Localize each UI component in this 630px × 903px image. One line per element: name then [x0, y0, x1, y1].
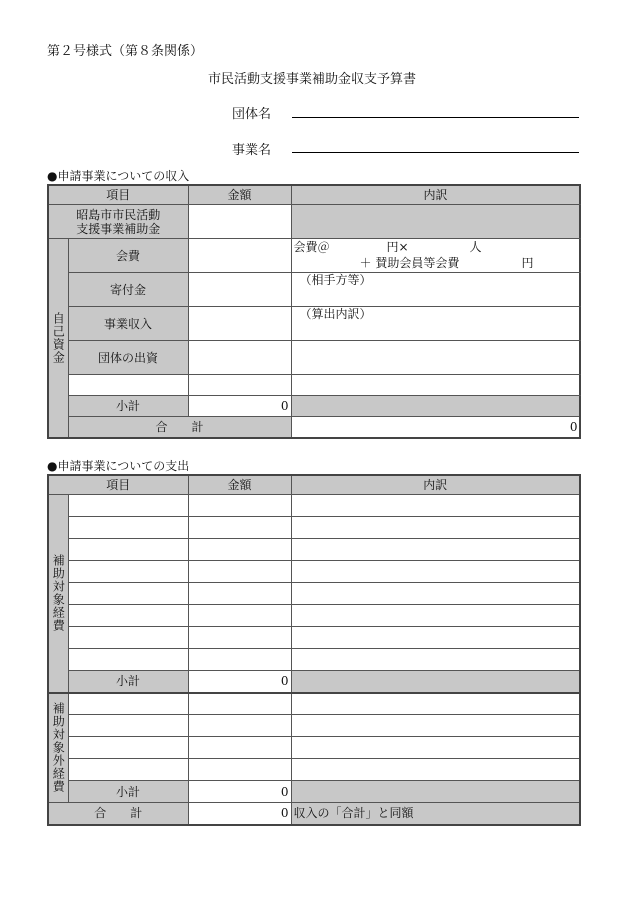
ineligible-subtotal-detail	[291, 781, 580, 803]
eligible-amount[interactable]	[188, 627, 291, 649]
income-subtotal-value: 0	[188, 396, 291, 417]
eligible-item[interactable]	[68, 583, 188, 605]
income-col-detail: 内訳	[291, 185, 580, 205]
contribution-amount[interactable]	[188, 341, 291, 375]
eligible-subtotal-detail	[291, 671, 580, 693]
eligible-detail[interactable]	[291, 495, 580, 517]
business-income-detail[interactable]: （算出内訳）	[291, 307, 580, 341]
ineligible-subtotal-label: 小計	[68, 781, 188, 803]
self-funds-label: 自己資金	[48, 239, 68, 438]
business-income-label: 事業収入	[68, 307, 188, 341]
eligible-subtotal-value: 0	[188, 671, 291, 693]
eligible-item[interactable]	[68, 605, 188, 627]
eligible-amount[interactable]	[188, 649, 291, 671]
income-total-value: 0	[291, 417, 580, 438]
eligible-amount[interactable]	[188, 495, 291, 517]
income-col-amount: 金額	[188, 185, 291, 205]
ineligible-item[interactable]	[68, 693, 188, 715]
fee-amount[interactable]	[188, 239, 291, 273]
subsidy-detail	[291, 205, 580, 239]
eligible-detail[interactable]	[291, 627, 580, 649]
org-name-label: 団体名	[232, 107, 272, 122]
income-subtotal-detail	[291, 396, 580, 417]
eligible-detail[interactable]	[291, 649, 580, 671]
eligible-amount[interactable]	[188, 539, 291, 561]
income-extra-detail[interactable]	[291, 375, 580, 396]
income-col-item: 項目	[48, 185, 188, 205]
eligible-item[interactable]	[68, 649, 188, 671]
project-name-label: 事業名	[232, 143, 272, 158]
page-title: 市民活動支援事業補助金収支予算書	[208, 72, 417, 87]
eligible-amount[interactable]	[188, 561, 291, 583]
eligible-item[interactable]	[68, 561, 188, 583]
donation-amount[interactable]	[188, 273, 291, 307]
donation-detail[interactable]: （相手方等）	[291, 273, 580, 307]
business-income-amount[interactable]	[188, 307, 291, 341]
ineligible-amount[interactable]	[188, 715, 291, 737]
org-name-field[interactable]	[292, 117, 579, 118]
donation-label: 寄付金	[68, 273, 188, 307]
ineligible-detail[interactable]	[291, 737, 580, 759]
expense-heading: ●申請事業についての支出	[47, 459, 190, 473]
contribution-detail[interactable]	[291, 341, 580, 375]
eligible-detail[interactable]	[291, 583, 580, 605]
income-heading: ●申請事業についての収入	[47, 169, 190, 183]
ineligible-amount[interactable]	[188, 759, 291, 781]
eligible-detail[interactable]	[291, 539, 580, 561]
ineligible-item[interactable]	[68, 737, 188, 759]
ineligible-detail[interactable]	[291, 715, 580, 737]
fee-label: 会費	[68, 239, 188, 273]
eligible-item[interactable]	[68, 627, 188, 649]
subsidy-label: 昭島市市民活動 支援事業補助金	[48, 205, 188, 239]
income-subtotal-label: 小計	[68, 396, 188, 417]
ineligible-amount[interactable]	[188, 737, 291, 759]
expense-col-amount: 金額	[188, 475, 291, 495]
income-extra-amount[interactable]	[188, 375, 291, 396]
fee-detail[interactable]: 会費＠ 円× 人 ＋ 賛助会員等会費 円	[291, 239, 580, 273]
expense-total-label: 合 計	[48, 803, 188, 825]
ineligible-item[interactable]	[68, 759, 188, 781]
ineligible-expenses-label: 補助対象外経費	[48, 693, 68, 803]
contribution-label: 団体の出資	[68, 341, 188, 375]
eligible-detail[interactable]	[291, 517, 580, 539]
form-number: 第２号様式（第８条関係）	[47, 44, 204, 59]
expense-total-note: 収入の「合計」と同額	[291, 803, 580, 825]
ineligible-amount[interactable]	[188, 693, 291, 715]
income-total-label: 合 計	[68, 417, 291, 438]
expense-col-item: 項目	[48, 475, 188, 495]
ineligible-detail[interactable]	[291, 759, 580, 781]
subsidy-amount[interactable]	[188, 205, 291, 239]
eligible-item[interactable]	[68, 539, 188, 561]
eligible-expenses-label: 補助対象経費	[48, 495, 68, 693]
expense-total-value: 0	[188, 803, 291, 825]
expense-table	[47, 474, 581, 826]
eligible-amount[interactable]	[188, 583, 291, 605]
eligible-detail[interactable]	[291, 561, 580, 583]
eligible-detail[interactable]	[291, 605, 580, 627]
eligible-subtotal-label: 小計	[68, 671, 188, 693]
ineligible-detail[interactable]	[291, 693, 580, 715]
eligible-item[interactable]	[68, 495, 188, 517]
project-name-field[interactable]	[292, 152, 579, 153]
expense-col-detail: 内訳	[291, 475, 580, 495]
eligible-amount[interactable]	[188, 605, 291, 627]
ineligible-subtotal-value: 0	[188, 781, 291, 803]
income-table	[47, 184, 581, 439]
ineligible-item[interactable]	[68, 715, 188, 737]
income-extra-item[interactable]	[68, 375, 188, 396]
eligible-item[interactable]	[68, 517, 188, 539]
eligible-amount[interactable]	[188, 517, 291, 539]
